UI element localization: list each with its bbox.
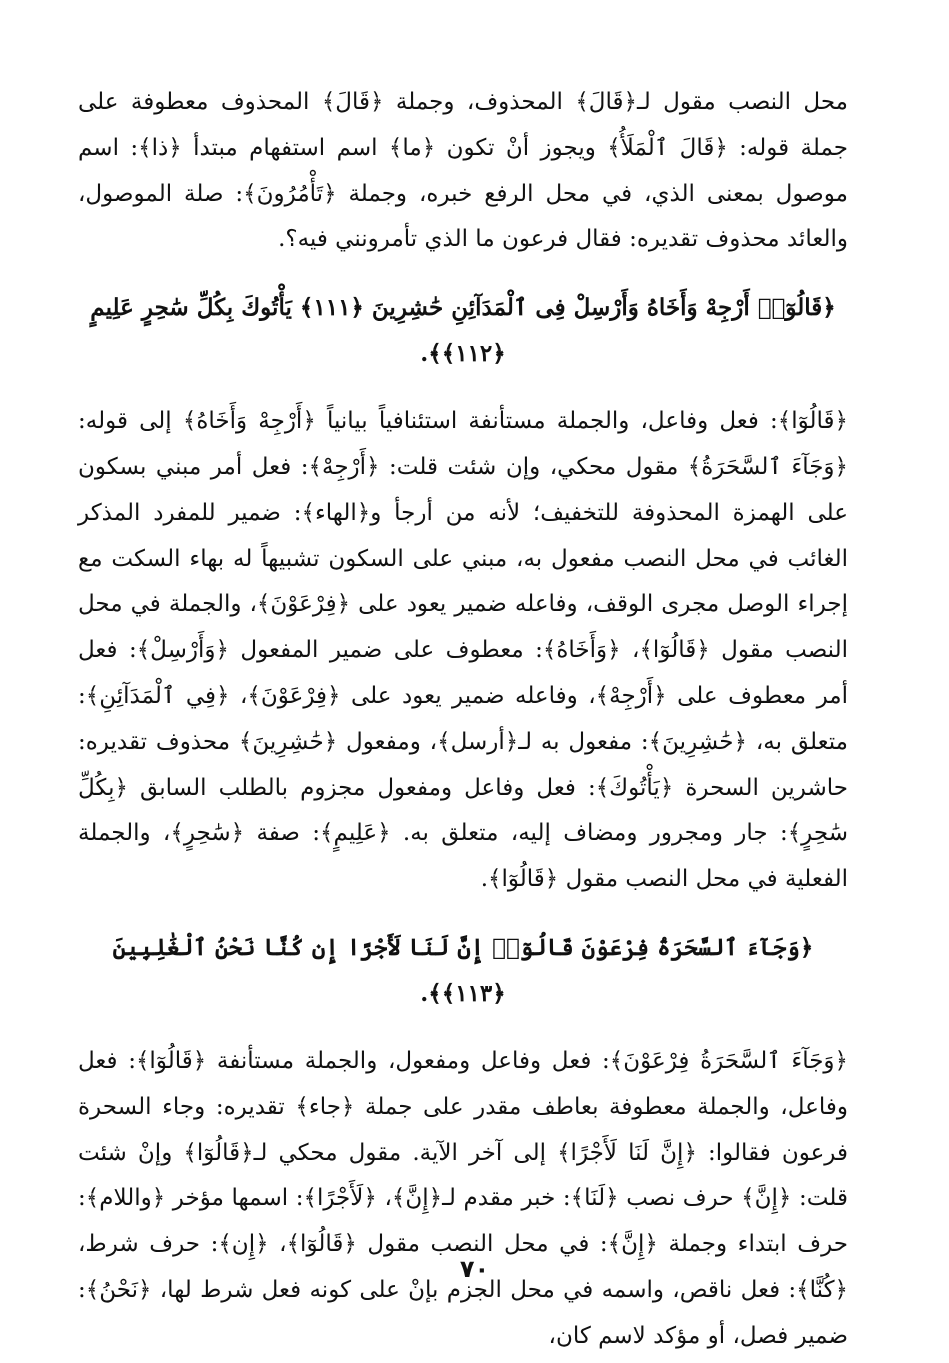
quran-verse: ﴿قَالُوٓا۟ أَرْجِهْ وَأَخَاهُ وَأَرْسِلْ فِى ٱلْمَدَآئِنِ حَٰشِرِينَ ﴿١١١﴾ يَأْتُوكَ بِكُلِّ سَٰحِرٍ عَلِيمٍ ﴿١١٢﴾﴾. <box>90 294 836 368</box>
page-number: ٧٠ <box>459 1255 490 1283</box>
quran-verse: ﴿وَجَآءَ ٱلسَّحَرَةُ فِرْعَوْنَ قَالُوٓا۟ إِنَّ لَنَا لَأَجْرًا إِن كُنَّا نَحْنُ ٱلْغَٰلِبِينَ ﴿١١٣﴾﴾. <box>112 933 814 1007</box>
book-page <box>78 80 848 1360</box>
commentary-paragraph: ﴿قَالُوٓا﴾: فعل وفاعل، والجملة مستأنفة استئنافياً بيانياً ﴿أَرْجِهْ وَأَخَاهُ﴾ إلى قوله: ﴿وَجَآءَ ٱلسَّحَرَةُ﴾ مقول محكي، وإن شئت قلت: ﴿أَرْجِهْ﴾: فعل أمر مبني بسكون على الهمزة المحذوفة للتخفيف؛ لأنه من أرجأ و﴿الهاء﴾: ضمير للمفرد المذكر الغائب في محل النصب مفعول به، مبني على السكون تشبيهاً له بهاء السكت مع إجراء الوصل مجرى الوقف، وفاعله ضمير يعود على ﴿فِرْعَوْنَ﴾، والجملة في محل النصب مقول ﴿قَالُوٓا﴾، ﴿وَأَخَاهُ﴾: معطوف على ضمير المفعول ﴿وَأَرْسِلْ﴾: فعل أمر معطوف على ﴿أَرْجِهْ﴾، وفاعله ضمير يعود على ﴿فِرْعَوْنَ﴾، ﴿فِي ٱلْمَدَآئِنِ﴾: متعلق به، ﴿حَٰشِرِينَ﴾: مفعول به لـ﴿أرسل﴾، ومفعول ﴿حَٰشِرِينَ﴾ محذوف تقديره: حاشرين السحرة ﴿يَأْتُوكَ﴾: فعل وفاعل ومفعول مجزوم بالطلب السابق ﴿بِكُلِّ سَٰحِرٍ﴾: جار ومجرور ومضاف إليه، متعلق به. ﴿عَلِيمٍ﴾: صفة ﴿سَٰحِرٍ﴾، والجملة الفعلية في محل النصب مقول ﴿قَالُوٓا﴾. <box>78 408 848 893</box>
commentary-paragraph: ﴿وَجَآءَ ٱلسَّحَرَةُ فِرْعَوْنَ﴾: فعل وفاعل ومفعول، والجملة مستأنفة ﴿قَالُوٓا﴾: فعل وفاعل، والجملة معطوفة بعاطف مقدر على جملة ﴿جاء﴾ تقديره: وجاء السحرة فرعون فقالوا: ﴿إِنَّ لَنَا لَأَجْرًا﴾ إلى آخر الآية. مقول محكي لـ﴿قَالُوٓا﴾ وإنْ شئت قلت: ﴿إِنَّ﴾ حرف نصب ﴿لَنَا﴾: خبر مقدم لـ﴿إِنَّ﴾، ﴿لَأَجْرًا﴾: اسمها مؤخر ﴿واللام﴾: حرف ابتداء وجملة ﴿إِنَّ﴾: في محل النصب مقول ﴿قَالُوٓا﴾، ﴿إِن﴾: حرف شرط، ﴿كُنَّا﴾: فعل ناقص، واسمه في محل الجزم بإنْ على كونه فعل شرط لها، ﴿نَحْنُ﴾: ضمير فصل، أو مؤكد لاسم كان، <box>78 1047 849 1349</box>
commentary-paragraph: محل النصب مقول لـ﴿قَالَ﴾ المحذوف، وجملة ﴿قَالَ﴾ المحذوف معطوفة على جملة قوله: ﴿قَالَ ٱلْمَلَأُ﴾ ويجوز أنْ تكون ﴿ما﴾ اسم استفهام مبتدأ ﴿ذا﴾: اسم موصول بمعنى الذي، في محل الرفع خبره، وجملة ﴿تَأْمُرُونَ﴾: صلة الموصول، والعائد محذوف تقديره: فقال فرعون ما الذي تأمرونني فيه؟. <box>78 89 848 253</box>
